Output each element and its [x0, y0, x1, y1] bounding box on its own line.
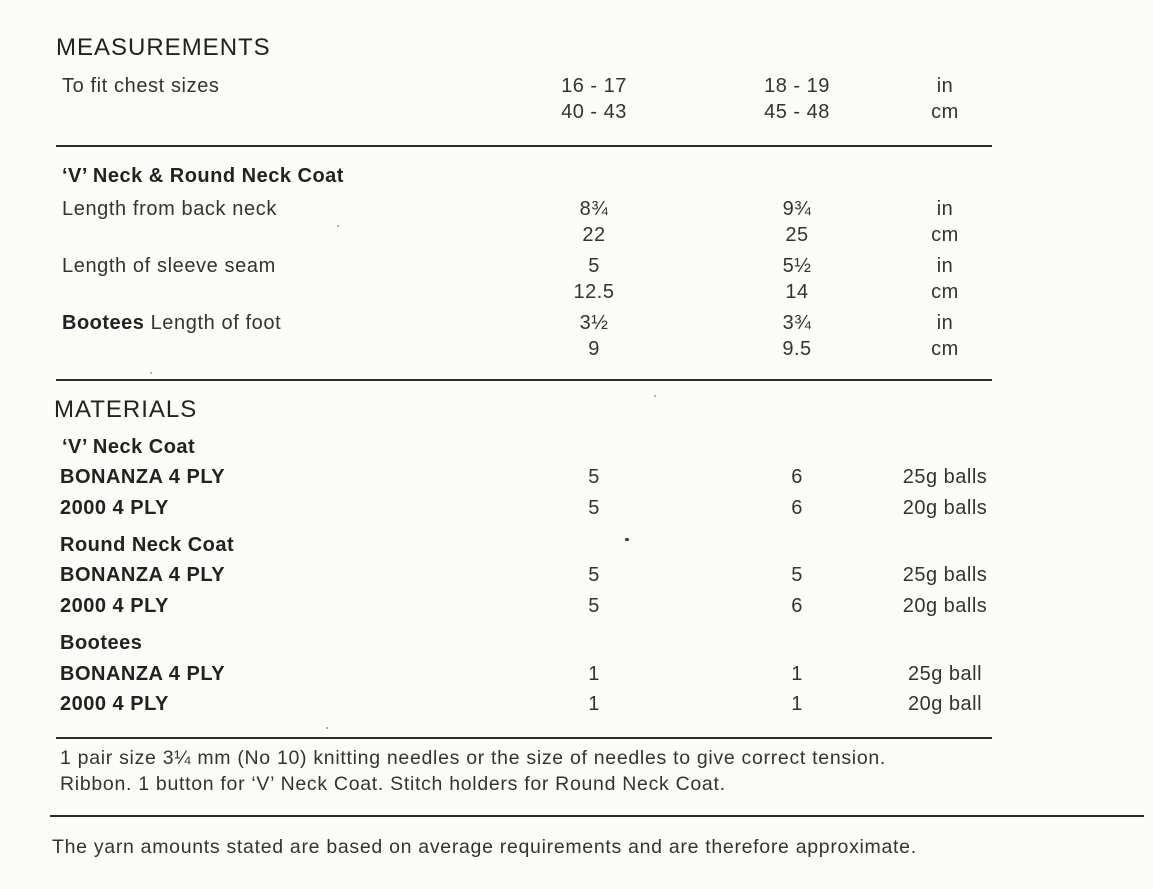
- foot-in1: 3½: [579, 312, 609, 334]
- bootees-label: Bootees: [62, 312, 145, 334]
- scan-speck: [625, 538, 629, 541]
- divider: [56, 379, 992, 381]
- yarn-name: 2000 4 PLY: [60, 693, 169, 715]
- qty-size1: 1: [588, 663, 600, 685]
- chest-size-label: To fit chest sizes: [62, 75, 220, 97]
- foot-cm2: 9.5: [782, 338, 812, 360]
- qty-size2: 1: [791, 693, 803, 715]
- scan-speck: [326, 727, 328, 729]
- back-neck-unit-in: in: [936, 198, 954, 220]
- yarn-name: 2000 4 PLY: [60, 497, 169, 519]
- sleeve-seam-unit-cm: cm: [931, 281, 959, 303]
- notions-note: Ribbon. 1 button for ‘V’ Neck Coat. Stitch holders for Round Neck Coat.: [60, 773, 726, 795]
- sleeve-seam-in2: 5½: [782, 255, 812, 277]
- qty-size2: 6: [791, 595, 803, 617]
- qty-size1: 5: [588, 466, 600, 488]
- qty-size1: 5: [588, 595, 600, 617]
- chest-size1-in: 16 - 17: [561, 75, 627, 97]
- divider: [50, 815, 1144, 817]
- scan-speck: [337, 225, 339, 227]
- bootees-foot-label: [62, 312, 281, 335]
- back-neck-in2: 9¾: [782, 198, 812, 220]
- coat-heading: ‘V’ Neck & Round Neck Coat: [62, 165, 344, 187]
- qty-size2: 6: [791, 497, 803, 519]
- sleeve-seam-in1: 5: [588, 255, 600, 277]
- back-neck-cm1: 22: [582, 224, 606, 246]
- yarn-name: 2000 4 PLY: [60, 595, 169, 617]
- needles-note: 1 pair size 3¼ mm (No 10) knitting needles or the size of needles to give correct tension.: [60, 747, 887, 769]
- back-neck-unit-cm: cm: [931, 224, 959, 246]
- back-neck-label: Length from back neck: [62, 198, 277, 220]
- qty-size2: 6: [791, 466, 803, 488]
- sleeve-seam-cm2: 14: [785, 281, 809, 303]
- footer-note: The yarn amounts stated are based on average requirements and are therefore approximate.: [52, 836, 917, 858]
- sleeve-seam-label: Length of sleeve seam: [62, 255, 276, 277]
- chest-size2-cm: 45 - 48: [764, 101, 830, 123]
- back-neck-in1: 8¾: [579, 198, 609, 220]
- ball-unit: 20g ball: [907, 693, 983, 715]
- sleeve-seam-cm1: 12.5: [573, 281, 615, 303]
- qty-size2: 5: [791, 564, 803, 586]
- chest-unit-cm: cm: [931, 101, 959, 123]
- ball-unit: 25g balls: [902, 564, 988, 586]
- qty-size1: 5: [588, 497, 600, 519]
- divider: [56, 737, 992, 739]
- materials-heading: MATERIALS: [54, 396, 198, 423]
- foot-unit-cm: cm: [931, 338, 959, 360]
- qty-size2: 1: [791, 663, 803, 685]
- scan-speck: [654, 395, 656, 397]
- sleeve-seam-unit-in: in: [936, 255, 954, 277]
- back-neck-cm2: 25: [785, 224, 809, 246]
- qty-size1: 5: [588, 564, 600, 586]
- ball-unit: 25g balls: [902, 466, 988, 488]
- divider: [56, 145, 992, 147]
- ball-unit: 20g balls: [902, 595, 988, 617]
- ball-unit: 20g balls: [902, 497, 988, 519]
- ball-unit: 25g ball: [907, 663, 983, 685]
- group-name-v-neck: ‘V’ Neck Coat: [62, 436, 196, 458]
- chest-unit-in: in: [936, 75, 954, 97]
- scan-speck: [150, 372, 152, 374]
- chest-size2-in: 18 - 19: [764, 75, 830, 97]
- group-name-bootees: Bootees: [60, 632, 143, 654]
- yarn-name: BONANZA 4 PLY: [60, 564, 226, 586]
- foot-length-label: Length of foot: [144, 312, 282, 334]
- yarn-name: BONANZA 4 PLY: [60, 663, 226, 685]
- yarn-name: BONANZA 4 PLY: [60, 466, 226, 488]
- measurements-heading: MEASUREMENTS: [56, 34, 271, 61]
- chest-size1-cm: 40 - 43: [561, 101, 627, 123]
- qty-size1: 1: [588, 693, 600, 715]
- foot-cm1: 9: [588, 338, 600, 360]
- group-name-round-neck: Round Neck Coat: [60, 534, 235, 556]
- foot-in2: 3¾: [782, 312, 812, 334]
- foot-unit-in: in: [936, 312, 954, 334]
